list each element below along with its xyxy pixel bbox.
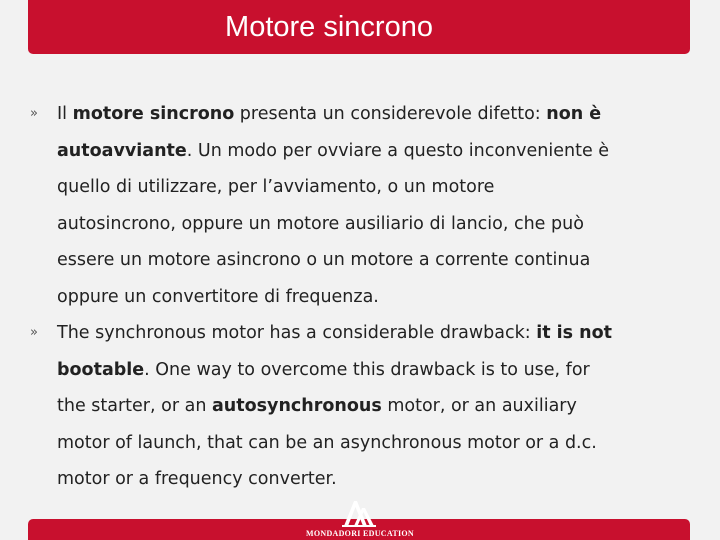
text-run: Il — [57, 104, 73, 124]
bold-text-run: motore sincrono — [72, 104, 235, 124]
text-run: motor, or an auxiliary — [381, 396, 577, 416]
bold-text-run: autoavviante — [57, 140, 187, 161]
bullet-italian — [30, 96, 710, 315]
publisher-logo-text: MONDADORI EDUCATION — [306, 529, 414, 538]
text-run: . One way to overcome this drawback is to use, for — [144, 359, 590, 380]
slide-body — [30, 96, 710, 498]
text-run: motor or a frequency converter. — [57, 469, 337, 489]
bullet-english — [30, 315, 710, 498]
mondadori-logo-icon — [340, 498, 380, 528]
bold-text-run: non è — [546, 104, 602, 124]
slide-title: Motore sincrono — [225, 10, 433, 43]
bullet-marker: » — [30, 325, 38, 340]
text-run: presenta un considerevole difetto: — [234, 104, 547, 124]
paragraph-italian — [57, 96, 710, 315]
title-bar — [28, 0, 690, 54]
text-run: . Un modo per ovviare a questo inconveniente è — [186, 140, 610, 161]
bold-text-run: it is not — [536, 323, 613, 343]
text-run: the starter, or an — [57, 396, 212, 416]
text-run: The synchronous motor has a considerable drawback: — [57, 323, 537, 343]
bold-text-run: autosynchronous — [211, 396, 382, 416]
text-run: oppure un convertitore di frequenza. — [57, 286, 379, 307]
bold-text-run: bootable — [57, 359, 145, 380]
text-run: quello di utilizzare, per l’avviamento, o un motore — [57, 177, 495, 197]
bullet-marker: » — [30, 106, 38, 121]
text-run: autosincrono, oppure un motore ausiliario di lancio, che può — [57, 213, 584, 234]
text-run: essere un motore asincrono o un motore a corrente continua — [57, 250, 591, 270]
text-run: motor of launch, that can be an asynchronous motor or a d.c. — [57, 432, 597, 453]
paragraph-english — [57, 315, 710, 498]
publisher-logo — [0, 498, 720, 538]
